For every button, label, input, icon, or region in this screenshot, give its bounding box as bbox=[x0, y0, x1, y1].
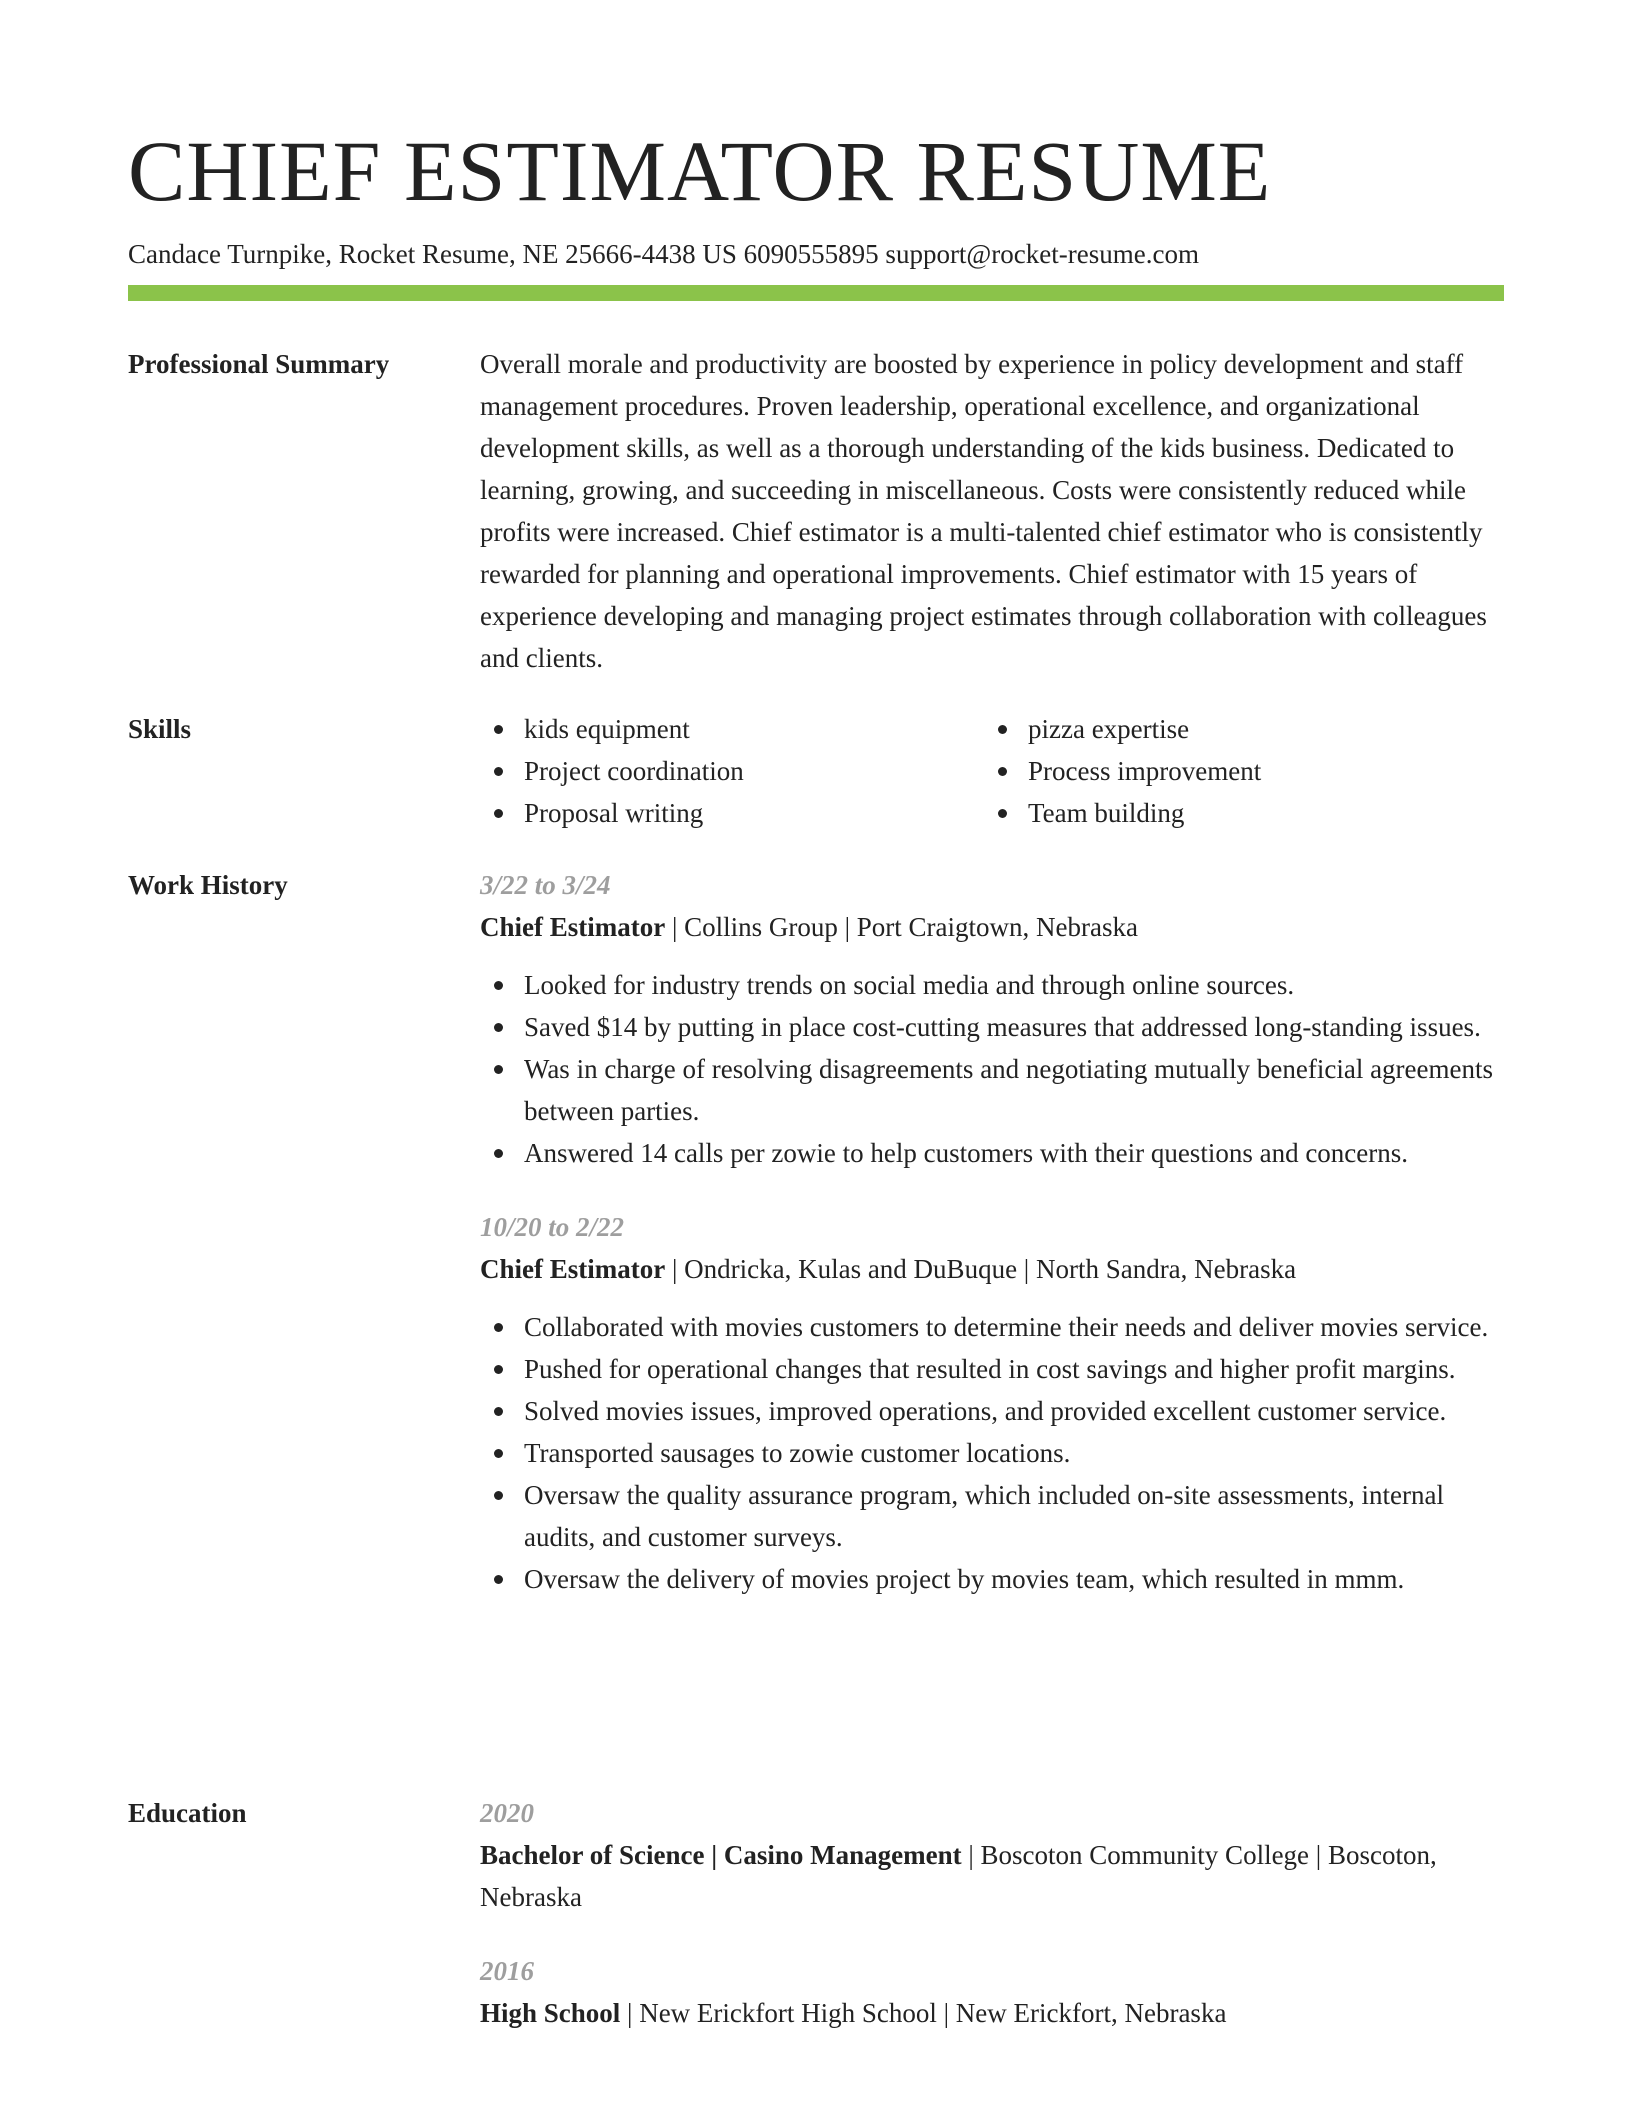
education-line bbox=[480, 1834, 1504, 1918]
education-entry bbox=[480, 1792, 1504, 1918]
work-history-content bbox=[480, 864, 1504, 1632]
job-bullet: Pushed for operational changes that resulted in cost savings and higher profit margins. bbox=[480, 1348, 1504, 1390]
header-divider bbox=[128, 285, 1504, 301]
job-dates: 10/20 to 2/22 bbox=[480, 1212, 625, 1242]
job-bullet: Answered 14 calls per zowie to help customers with their questions and concerns. bbox=[480, 1132, 1504, 1174]
job-bullet: Saved $14 by putting in place cost-cutting measures that addressed long-standing issues. bbox=[480, 1006, 1504, 1048]
skills-list-left bbox=[480, 708, 984, 834]
job-bullet: Looked for industry trends on social media and through online sources. bbox=[480, 964, 1504, 1006]
skill-item: Project coordination bbox=[480, 750, 984, 792]
summary-text: Overall morale and productivity are boosted by experience in policy development and staff management procedures. Proven leadership, operational excellence, and organizational development skills, as well as a thorough understanding of the kids business. Dedicated to learning, growing, and succeeding in miscellaneous. Costs were consistently reduced while profits were increased. Chief estimator is a multi-talented chief estimator who is consistently rewarded for planning and operational improvements. Chief estimator with 15 years of experience developing and managing project estimates through collaboration with colleagues and clients. bbox=[480, 349, 1487, 673]
work-history-heading: Work History bbox=[128, 870, 288, 900]
education-details: | New Erickfort High School | New Erickfort, Nebraska bbox=[620, 1998, 1227, 2028]
skills-content bbox=[480, 708, 1504, 834]
education-degree: High School bbox=[480, 1998, 621, 2028]
job-bullet: Collaborated with movies customers to determine their needs and deliver movies service. bbox=[480, 1306, 1504, 1348]
resume-title: CHIEF ESTIMATOR RESUME bbox=[128, 123, 1272, 219]
education-details: | Boscoton Community College | Boscoton, Nebraska bbox=[480, 1840, 1437, 1912]
education-line bbox=[480, 1992, 1504, 2034]
job-bullet: Solved movies issues, improved operations, and provided excellent customer service. bbox=[480, 1390, 1504, 1432]
job-bullets bbox=[480, 964, 1504, 1174]
education-degree: Bachelor of Science | Casino Management bbox=[480, 1840, 962, 1870]
job-line bbox=[480, 1248, 1504, 1290]
summary-heading: Professional Summary bbox=[128, 349, 390, 379]
job-title: Chief Estimator bbox=[480, 912, 666, 942]
job-bullet: Transported sausages to zowie customer locations. bbox=[480, 1432, 1504, 1474]
contact-line: Candace Turnpike, Rocket Resume, NE 25666-4438 US 6090555895 support@rocket-resume.com bbox=[128, 239, 1199, 269]
job-title: Chief Estimator bbox=[480, 1254, 666, 1284]
summary-content bbox=[480, 343, 1504, 679]
job-dates: 3/22 to 3/24 bbox=[480, 870, 611, 900]
job-entry bbox=[480, 1206, 1504, 1600]
education-heading: Education bbox=[128, 1798, 247, 1828]
education-year: 2020 bbox=[480, 1798, 534, 1828]
skills-list-right bbox=[984, 708, 1488, 834]
skill-item: Proposal writing bbox=[480, 792, 984, 834]
job-details: | Collins Group | Port Craigtown, Nebraska bbox=[665, 912, 1138, 942]
education-entry bbox=[480, 1950, 1504, 2034]
job-details: | Ondricka, Kulas and DuBuque | North Sandra, Nebraska bbox=[665, 1254, 1297, 1284]
job-bullet: Oversaw the quality assurance program, which included on-site assessments, internal audits, and customer surveys. bbox=[480, 1474, 1504, 1558]
education-year: 2016 bbox=[480, 1956, 534, 1986]
skill-item: kids equipment bbox=[480, 708, 984, 750]
resume-header bbox=[128, 118, 1504, 272]
skill-item: pizza expertise bbox=[984, 708, 1488, 750]
education-content bbox=[480, 1792, 1504, 2066]
job-bullets bbox=[480, 1306, 1504, 1600]
skill-item: Team building bbox=[984, 792, 1488, 834]
skills-heading: Skills bbox=[128, 714, 192, 744]
job-bullet: Was in charge of resolving disagreements and negotiating mutually beneficial agreements between parties. bbox=[480, 1048, 1504, 1132]
job-entry bbox=[480, 864, 1504, 1174]
skill-item: Process improvement bbox=[984, 750, 1488, 792]
job-line bbox=[480, 906, 1504, 948]
job-bullet: Oversaw the delivery of movies project by movies team, which resulted in mmm. bbox=[480, 1558, 1504, 1600]
